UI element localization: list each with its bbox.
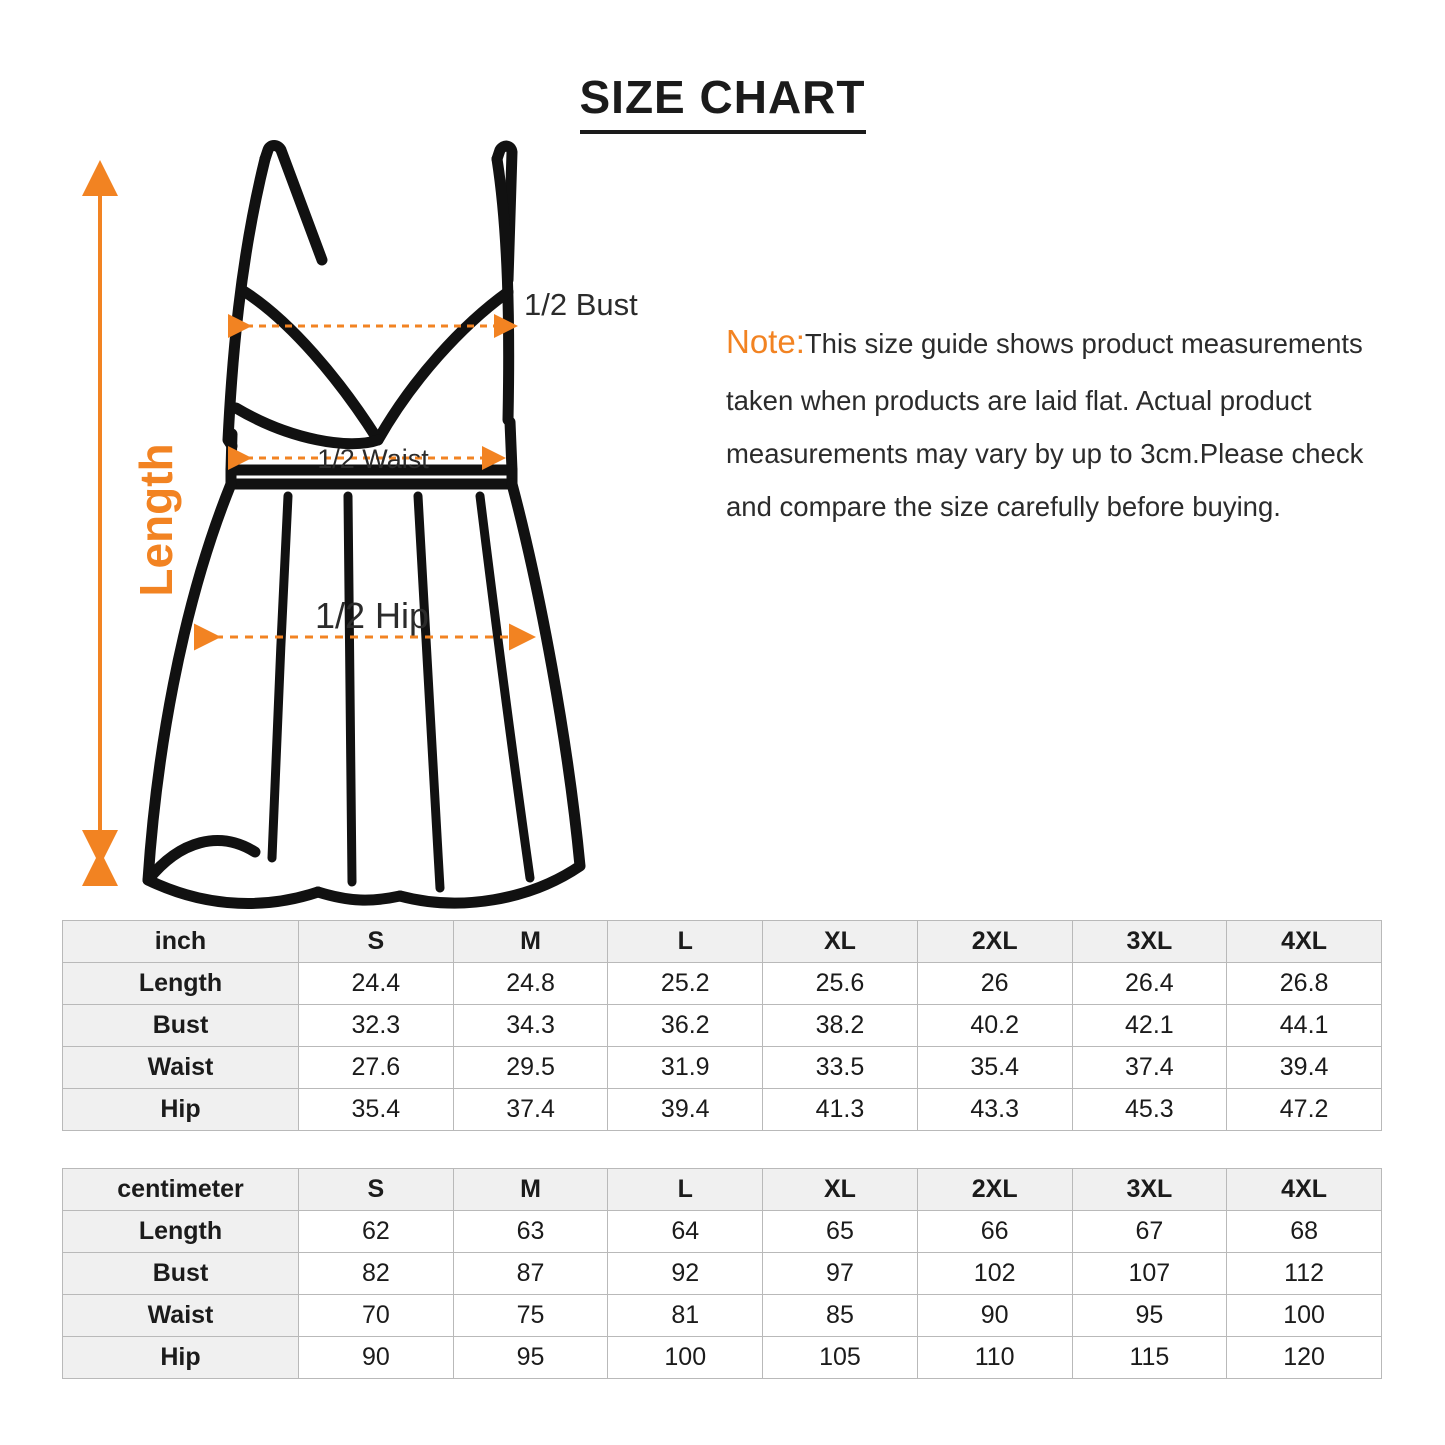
size-header-3xl: 3XL xyxy=(1072,921,1227,963)
cell-inch-waist-3xl: 37.4 xyxy=(1072,1047,1227,1089)
cell-cm-waist-3xl: 95 xyxy=(1072,1295,1227,1337)
note-block xyxy=(726,310,1398,533)
table-row xyxy=(63,963,1382,1005)
cell-cm-waist-4xl: 100 xyxy=(1227,1295,1382,1337)
row-label-hip: Hip xyxy=(63,1337,299,1379)
page-title-container xyxy=(0,70,1445,134)
cell-cm-hip-l: 100 xyxy=(608,1337,763,1379)
size-header-2xl: 2XL xyxy=(917,921,1072,963)
cell-cm-bust-m: 87 xyxy=(453,1253,608,1295)
svg-text:1/2 Hip: 1/2 Hip xyxy=(314,595,430,636)
table-row xyxy=(63,1047,1382,1089)
dress-illustration xyxy=(60,140,700,920)
cell-inch-waist-2xl: 35.4 xyxy=(917,1047,1072,1089)
row-label-length: Length xyxy=(63,1211,299,1253)
cell-cm-bust-xl: 97 xyxy=(763,1253,918,1295)
cell-inch-hip-3xl: 45.3 xyxy=(1072,1089,1227,1131)
size-header-l: L xyxy=(608,1169,763,1211)
cell-cm-waist-s: 70 xyxy=(299,1295,454,1337)
table-row xyxy=(63,1089,1382,1131)
row-label-hip: Hip xyxy=(63,1089,299,1131)
cell-cm-length-4xl: 68 xyxy=(1227,1211,1382,1253)
size-table-inch xyxy=(62,920,1382,1131)
unit-header-centimeter: centimeter xyxy=(63,1169,299,1211)
cell-inch-length-m: 24.8 xyxy=(453,963,608,1005)
cell-inch-hip-m: 37.4 xyxy=(453,1089,608,1131)
size-header-4xl: 4XL xyxy=(1227,1169,1382,1211)
size-header-l: L xyxy=(608,921,763,963)
size-header-xl: XL xyxy=(763,1169,918,1211)
cell-inch-length-s: 24.4 xyxy=(299,963,454,1005)
cell-cm-length-l: 64 xyxy=(608,1211,763,1253)
page-title: SIZE CHART xyxy=(580,70,866,134)
cell-inch-waist-xl: 33.5 xyxy=(763,1047,918,1089)
note-text: This size guide shows product measurements taken when products are laid flat. Actual product measurements may vary by up to 3cm.Please check and compare the size carefully before buying. xyxy=(726,328,1364,522)
cell-inch-bust-3xl: 42.1 xyxy=(1072,1005,1227,1047)
svg-text:Length: Length xyxy=(130,443,182,597)
cell-inch-bust-4xl: 44.1 xyxy=(1227,1005,1382,1047)
cell-inch-hip-l: 39.4 xyxy=(608,1089,763,1131)
table-row xyxy=(63,1295,1382,1337)
cell-inch-length-xl: 25.6 xyxy=(763,963,918,1005)
cell-inch-bust-s: 32.3 xyxy=(299,1005,454,1047)
cell-inch-waist-m: 29.5 xyxy=(453,1047,608,1089)
cell-cm-waist-l: 81 xyxy=(608,1295,763,1337)
row-label-waist: Waist xyxy=(63,1047,299,1089)
cell-inch-bust-m: 34.3 xyxy=(453,1005,608,1047)
cell-inch-length-2xl: 26 xyxy=(917,963,1072,1005)
cell-cm-length-xl: 65 xyxy=(763,1211,918,1253)
cell-cm-hip-4xl: 120 xyxy=(1227,1337,1382,1379)
cell-inch-waist-l: 31.9 xyxy=(608,1047,763,1089)
cell-cm-bust-2xl: 102 xyxy=(917,1253,1072,1295)
cell-inch-length-3xl: 26.4 xyxy=(1072,963,1227,1005)
table-row xyxy=(63,1005,1382,1047)
size-header-2xl: 2XL xyxy=(917,1169,1072,1211)
cell-cm-hip-m: 95 xyxy=(453,1337,608,1379)
cell-cm-hip-s: 90 xyxy=(299,1337,454,1379)
cell-cm-hip-2xl: 110 xyxy=(917,1337,1072,1379)
svg-text:1/2 Waist: 1/2 Waist xyxy=(317,444,429,474)
cell-cm-bust-s: 82 xyxy=(299,1253,454,1295)
size-header-s: S xyxy=(299,921,454,963)
size-header-4xl: 4XL xyxy=(1227,921,1382,963)
size-header-s: S xyxy=(299,1169,454,1211)
size-header-m: M xyxy=(453,921,608,963)
cell-inch-bust-xl: 38.2 xyxy=(763,1005,918,1047)
cell-inch-hip-s: 35.4 xyxy=(299,1089,454,1131)
note-label: Note: xyxy=(726,323,805,360)
cell-cm-hip-xl: 105 xyxy=(763,1337,918,1379)
cell-cm-length-2xl: 66 xyxy=(917,1211,1072,1253)
row-label-bust: Bust xyxy=(63,1253,299,1295)
cell-cm-bust-3xl: 107 xyxy=(1072,1253,1227,1295)
table-header-row xyxy=(63,1169,1382,1211)
cell-inch-bust-l: 36.2 xyxy=(608,1005,763,1047)
cell-inch-bust-2xl: 40.2 xyxy=(917,1005,1072,1047)
cell-cm-waist-2xl: 90 xyxy=(917,1295,1072,1337)
row-label-waist: Waist xyxy=(63,1295,299,1337)
cell-cm-length-m: 63 xyxy=(453,1211,608,1253)
table-row xyxy=(63,1253,1382,1295)
cell-inch-waist-4xl: 39.4 xyxy=(1227,1047,1382,1089)
row-label-bust: Bust xyxy=(63,1005,299,1047)
cell-cm-length-s: 62 xyxy=(299,1211,454,1253)
table-header-row xyxy=(63,921,1382,963)
svg-text:1/2 Bust: 1/2 Bust xyxy=(524,287,638,322)
size-table-centimeter xyxy=(62,1168,1382,1379)
size-header-m: M xyxy=(453,1169,608,1211)
cell-cm-hip-3xl: 115 xyxy=(1072,1337,1227,1379)
row-label-length: Length xyxy=(63,963,299,1005)
cell-cm-waist-xl: 85 xyxy=(763,1295,918,1337)
table-row xyxy=(63,1337,1382,1379)
cell-cm-bust-l: 92 xyxy=(608,1253,763,1295)
cell-inch-length-l: 25.2 xyxy=(608,963,763,1005)
cell-inch-hip-2xl: 43.3 xyxy=(917,1089,1072,1131)
cell-inch-hip-4xl: 47.2 xyxy=(1227,1089,1382,1131)
cell-cm-bust-4xl: 112 xyxy=(1227,1253,1382,1295)
cell-inch-length-4xl: 26.8 xyxy=(1227,963,1382,1005)
cell-cm-length-3xl: 67 xyxy=(1072,1211,1227,1253)
cell-inch-hip-xl: 41.3 xyxy=(763,1089,918,1131)
unit-header-inch: inch xyxy=(63,921,299,963)
table-row xyxy=(63,1211,1382,1253)
size-header-3xl: 3XL xyxy=(1072,1169,1227,1211)
cell-inch-waist-s: 27.6 xyxy=(299,1047,454,1089)
cell-cm-waist-m: 75 xyxy=(453,1295,608,1337)
size-header-xl: XL xyxy=(763,921,918,963)
